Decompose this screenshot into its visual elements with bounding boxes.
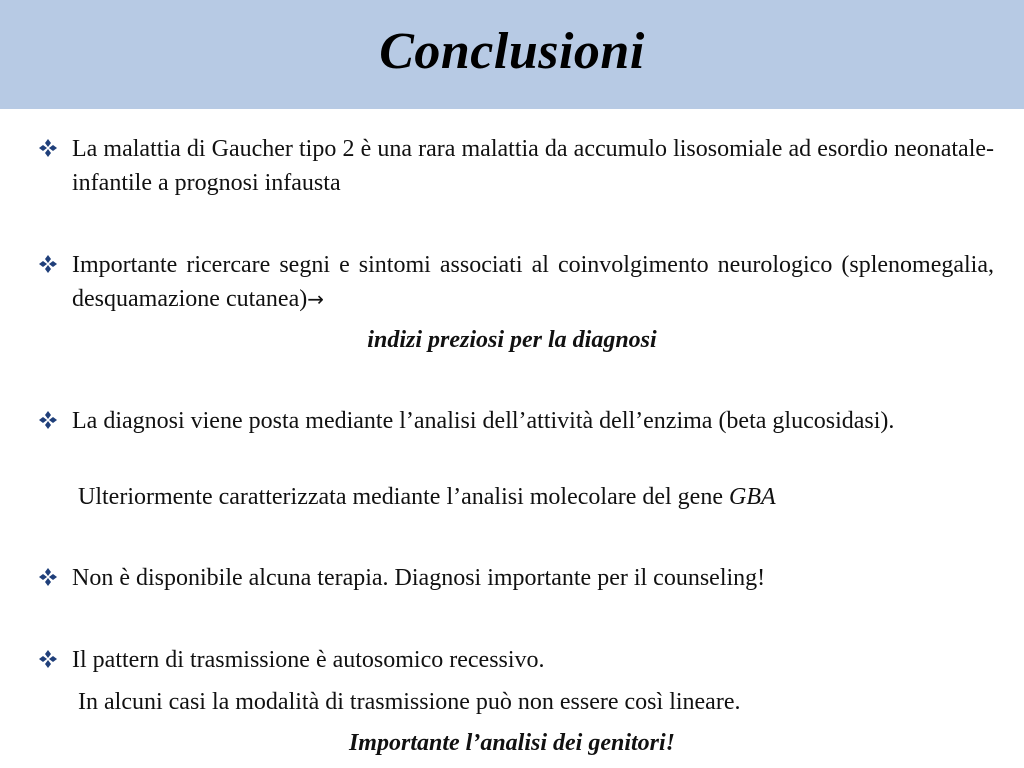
- bullet-3-continuation: [78, 480, 776, 514]
- bullet-5-emphasis: Importante l’analisi dei genitori!: [348, 730, 676, 756]
- gene-name: GBA: [729, 484, 776, 510]
- bullet-2-body: Importante ricercare segni e sintomi associati al coinvolgimento neurologico (splenomegalia, desquamazione cutanea): [72, 252, 994, 312]
- bullet-1-text: La malattia di Gaucher tipo 2 è una rara malattia da accumulo lisosomiale ad esordio neonatale-infantile a prognosi infausta: [72, 136, 994, 196]
- title-bar: [0, 0, 1024, 109]
- right-arrow-icon: →: [307, 287, 324, 311]
- bullet-5-continuation: In alcuni casi la modalità di trasmissione può non essere così lineare.: [78, 689, 741, 715]
- diamond-bullet-icon: [36, 647, 60, 671]
- bullet-4-text: Non è disponibile alcuna terapia. Diagnosi importante per il counseling!: [72, 565, 766, 591]
- bullet-3-continuation-text: Ulteriormente caratterizzata mediante l’analisi molecolare del gene: [78, 484, 729, 510]
- bullet-4: [36, 561, 994, 595]
- diamond-bullet-icon: [36, 408, 60, 432]
- diamond-bullet-icon: [36, 136, 60, 160]
- bullet-5: [36, 643, 994, 677]
- diamond-bullet-icon: [36, 252, 60, 276]
- bullet-2-emphasis: indizi preziosi per la diagnosi: [367, 327, 657, 353]
- bullet-1: [36, 132, 994, 200]
- diamond-bullet-icon: [36, 565, 60, 589]
- bullet-5-text: Il pattern di trasmissione è autosomico recessivo.: [72, 647, 545, 673]
- bullet-3-text: La diagnosi viene posta mediante l’analisi dell’attività dell’enzima (beta glucosidasi).: [72, 408, 895, 434]
- slide-title: Conclusioni: [379, 23, 645, 80]
- bullet-2: [36, 248, 994, 316]
- bullet-3: [36, 404, 994, 438]
- bullet-2-text: [72, 248, 994, 316]
